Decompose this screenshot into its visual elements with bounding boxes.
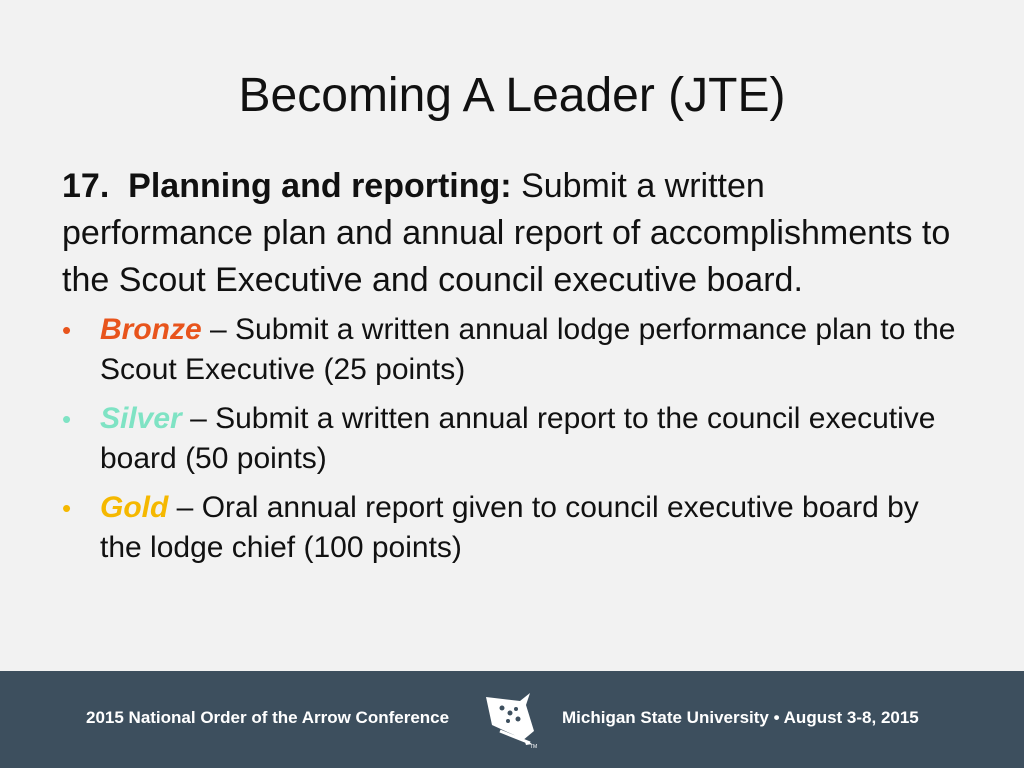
- conference-location-dates: Michigan State University • August 3-8, 2015: [562, 708, 919, 727]
- requirement-heading: Planning and reporting:: [128, 167, 512, 205]
- slide-title: Becoming A Leader (JTE): [238, 69, 786, 122]
- level-label: Silver: [100, 402, 182, 435]
- award-level-bronze: [62, 310, 962, 390]
- footer-bar: [0, 671, 1024, 768]
- level-label: Bronze: [100, 313, 202, 346]
- requirement-text: Submit a written performance plan and annual report of accomplishments to the Scout Executive and council executive board.: [62, 167, 951, 299]
- conference-name: 2015 National Order of the Arrow Conference: [86, 708, 450, 727]
- bullet-icon: •: [62, 404, 72, 434]
- arrowhead-logo-icon: [480, 691, 542, 749]
- level-text: – Submit a written annual report to the council executive board (50 points): [100, 402, 936, 475]
- bullet-icon: •: [62, 493, 72, 523]
- requirement-paragraph: [62, 163, 962, 304]
- award-level-silver: [62, 399, 962, 479]
- slide-content: [62, 163, 962, 577]
- level-text: – Oral annual report given to council executive board by the lodge chief (100 points): [100, 491, 919, 564]
- bullet-icon: •: [62, 315, 72, 345]
- trademark-mark: TM: [530, 744, 538, 749]
- level-label: Gold: [100, 491, 169, 524]
- level-text: – Submit a written annual lodge performance plan to the Scout Executive (25 points): [100, 313, 956, 386]
- award-level-list: [62, 310, 962, 568]
- award-level-gold: [62, 488, 962, 568]
- requirement-number: 17.: [62, 167, 110, 205]
